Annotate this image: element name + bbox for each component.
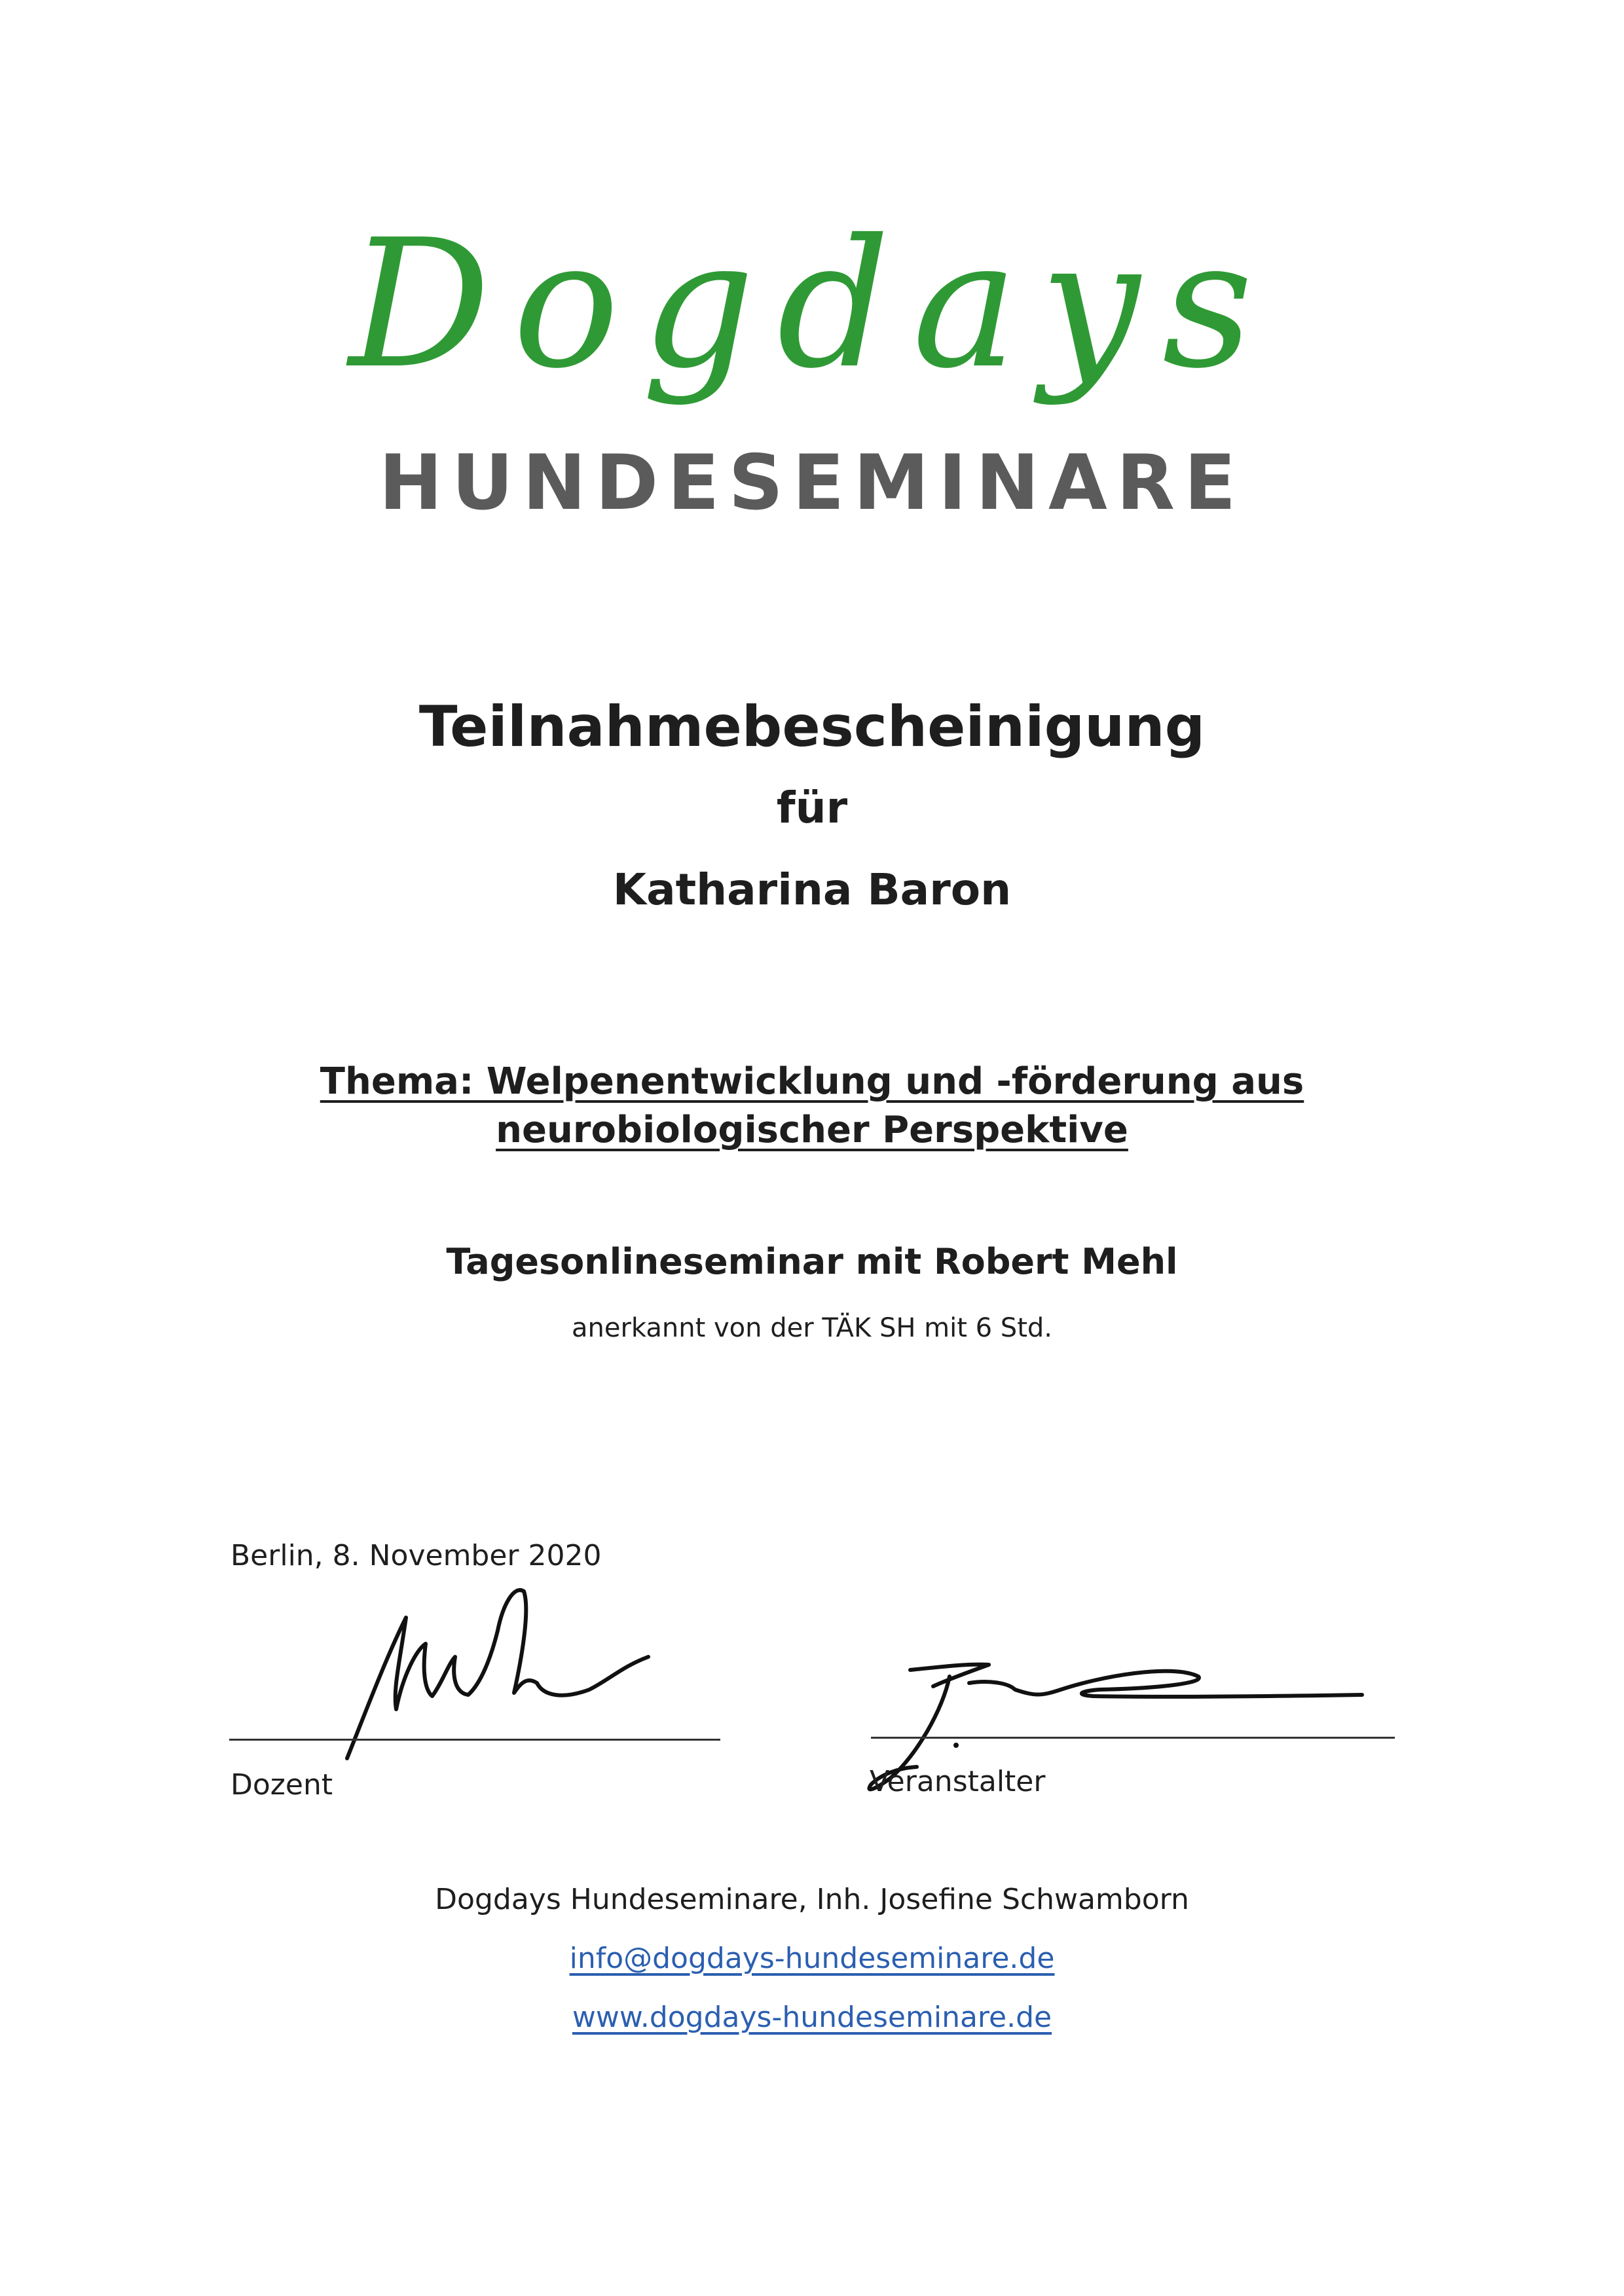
website-link[interactable]: www.dogdays-hundeseminare.de	[572, 2001, 1052, 2034]
email-link[interactable]: info@dogdays-hundeseminare.de	[569, 1942, 1055, 1975]
seminar-topic	[0, 1058, 1624, 1155]
organizer-signature-line	[871, 1737, 1395, 1739]
topic-line-1: Thema: Welpenentwicklung und -förderung aus	[320, 1060, 1304, 1103]
lecturer-label: Dozent	[231, 1768, 333, 1802]
organizer-label: Veranstalter	[870, 1765, 1046, 1798]
seminar-title: Tagesonlineseminar mit Robert Mehl	[446, 1241, 1178, 1282]
footer-organization: Dogdays Hundeseminare, Inh. Josefine Schwamborn	[435, 1883, 1189, 1916]
place-date: Berlin, 8. November 2020	[231, 1539, 602, 1572]
for-label: für	[776, 783, 848, 833]
logo-script: Dogdays	[348, 201, 1276, 407]
participant-name: Katharina Baron	[612, 864, 1012, 915]
lecturer-signature	[327, 1585, 668, 1768]
footer-website-container	[0, 2001, 1624, 2034]
footer-email-container	[0, 1942, 1624, 1975]
topic-line-2: neurobiologischer Perspektive	[496, 1109, 1128, 1151]
lecturer-signature-line	[229, 1739, 720, 1741]
recognition-note: anerkannt von der TÄK SH mit 6 Std.	[571, 1313, 1052, 1343]
logo-subtitle: HUNDESEMINARE	[378, 439, 1246, 527]
certificate-title: Teilnahmebescheinigung	[418, 694, 1206, 760]
